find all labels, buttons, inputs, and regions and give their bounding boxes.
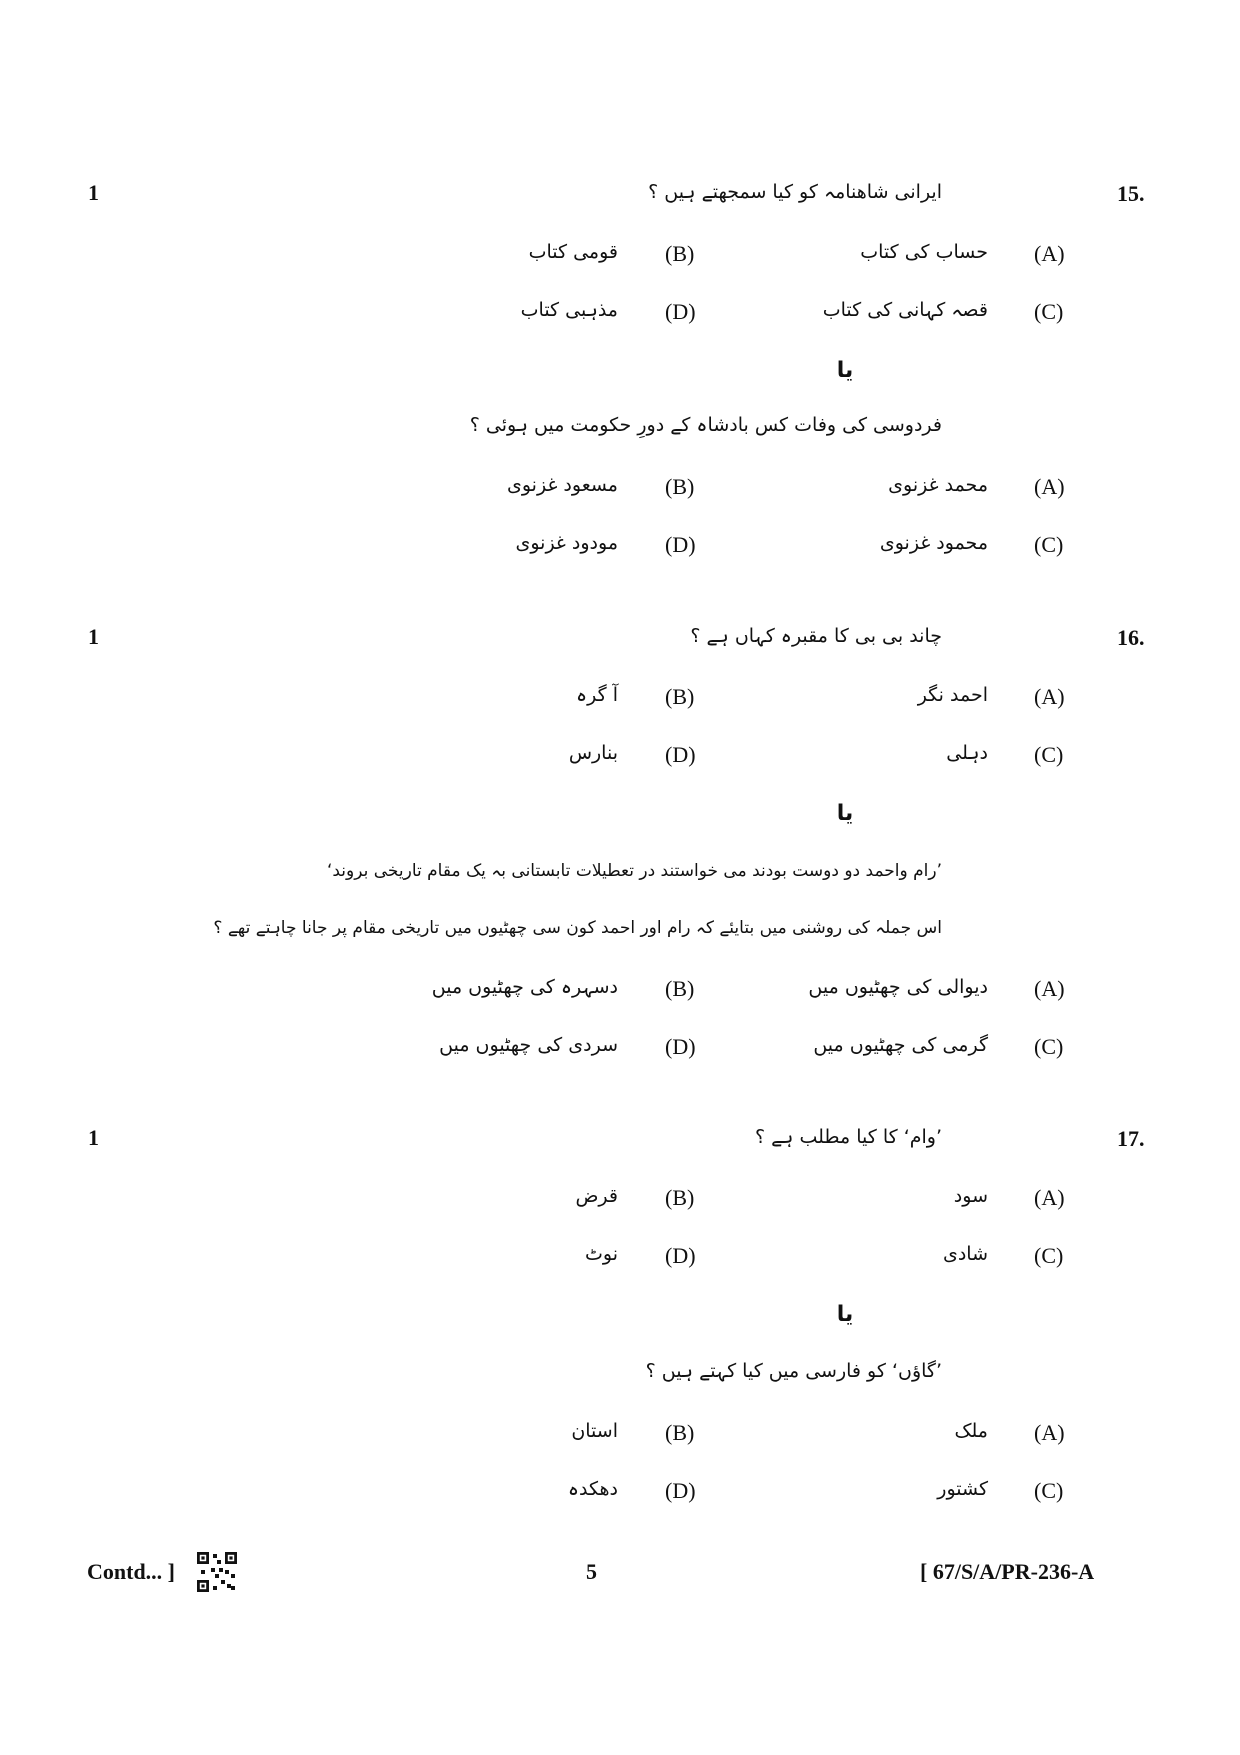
q17-text: ’وام‘ کا کیا مطلب ہے ؟ (755, 1126, 942, 1148)
q17-number: 17. (1117, 1126, 1145, 1151)
q16-alt-label-b: (B) (665, 976, 695, 1001)
q15-alt-label-c: (C) (1034, 532, 1064, 557)
q15-alt-label-a: (A) (1034, 474, 1065, 499)
q16-number: 16. (1117, 625, 1145, 650)
q16-alt-option-b: دسہرہ کی چھٹیوں میں (431, 976, 618, 998)
q15-label-a: (A) (1034, 241, 1065, 266)
q16-alt-label-c: (C) (1034, 1034, 1064, 1059)
q15-text: ایرانی شاھنامہ کو کیا سمجھتے ہیں ؟ (648, 181, 942, 203)
q17-option-d: نوٹ (585, 1243, 618, 1265)
q16-marks: 1 (88, 624, 99, 649)
q17-alt-label-c: (C) (1034, 1478, 1064, 1503)
q16-alt-label-a: (A) (1034, 976, 1065, 1001)
q15-number: 15. (1117, 181, 1145, 206)
q15-label-d: (D) (665, 299, 696, 324)
q16-label-a: (A) (1034, 684, 1065, 709)
q15-alt-label-d: (D) (665, 532, 696, 557)
q17-option-c: شادی (942, 1243, 988, 1265)
q17-option-a: سود (953, 1185, 988, 1207)
q16-label-d: (D) (665, 742, 696, 767)
q16-text: چاند بی بی کا مقبرہ کہاں ہے ؟ (690, 625, 942, 647)
q17-alt-option-a: ملک (954, 1420, 988, 1442)
q17-label-a: (A) (1034, 1185, 1065, 1210)
q16-label-c: (C) (1034, 742, 1064, 767)
q15-option-b: قومی کتاب (528, 241, 618, 263)
q15-option-c: قصہ کہانی کی کتاب (822, 299, 988, 321)
footer-page-number: 5 (586, 1559, 597, 1584)
q16-option-a: احمد نگر (917, 684, 988, 706)
q15-alt-label-b: (B) (665, 474, 695, 499)
q15-marks: 1 (88, 180, 99, 205)
q15-alt-text: فردوسی کی وفات کس بادشاہ کے دورِ حکومت میں ہوئی ؟ (469, 414, 942, 436)
q15-option-a: حساب کی کتاب (860, 241, 988, 263)
q16-alt-text: اس جملہ کی روشنی میں بتایئے کہ رام اور احمد کون سی چھٹیوں میں تاریخی مقام پر جانا چاہتے تھے ؟ (213, 918, 942, 938)
q16-alt-quote: ’رام واحمد دو دوست بودند می خواستند در تعطیلات تابستانی بہ یک مقام تاریخی بروند‘ (326, 861, 942, 881)
q15-label-b: (B) (665, 241, 695, 266)
q15-option-d: مذہبی کتاب (520, 299, 618, 321)
q17-alt-label-d: (D) (665, 1478, 696, 1503)
qr-code-icon (197, 1552, 237, 1592)
q16-alt-option-a: دیوالی کی چھٹیوں میں (808, 976, 988, 998)
q15-alt-option-c: محمود غزنوی (879, 532, 988, 554)
q16-label-b: (B) (665, 684, 695, 709)
q16-alt-option-c: گرمی کی چھٹیوں میں (813, 1034, 988, 1056)
q17-marks: 1 (88, 1125, 99, 1150)
q16-option-d: بنارس (568, 742, 618, 764)
q17-alt-option-d: دھکدہ (567, 1478, 618, 1500)
q15-or-label: یا (836, 358, 854, 383)
q17-alt-text: ’گاؤں‘ کو فارسی میں کیا کہتے ہیں ؟ (645, 1360, 942, 1382)
q16-alt-label-d: (D) (665, 1034, 696, 1059)
q17-label-d: (D) (665, 1243, 696, 1268)
q15-alt-option-a: محمد غزنوی (888, 474, 988, 496)
q17-alt-option-c: کشتور (937, 1478, 988, 1500)
q17-option-b: قرض (575, 1185, 618, 1207)
q16-or-label: یا (836, 801, 854, 826)
q15-label-c: (C) (1034, 299, 1064, 324)
q17-or-label: یا (836, 1302, 854, 1327)
q15-alt-option-d: مودود غزنوی (515, 532, 618, 554)
q17-alt-label-b: (B) (665, 1420, 695, 1445)
q16-option-c: دہلی (946, 742, 988, 764)
q16-alt-option-d: سردی کی چھٹیوں میں (439, 1034, 618, 1056)
q17-alt-option-b: استان (571, 1420, 618, 1442)
q17-label-b: (B) (665, 1185, 695, 1210)
footer-contd: Contd... ] (87, 1559, 176, 1584)
q15-alt-option-b: مسعود غزنوی (506, 474, 618, 496)
q17-label-c: (C) (1034, 1243, 1064, 1268)
footer-paper-code: [ 67/S/A/PR-236-A (920, 1559, 1095, 1584)
q17-alt-label-a: (A) (1034, 1420, 1065, 1445)
q16-option-b: آ گرہ (576, 684, 618, 706)
